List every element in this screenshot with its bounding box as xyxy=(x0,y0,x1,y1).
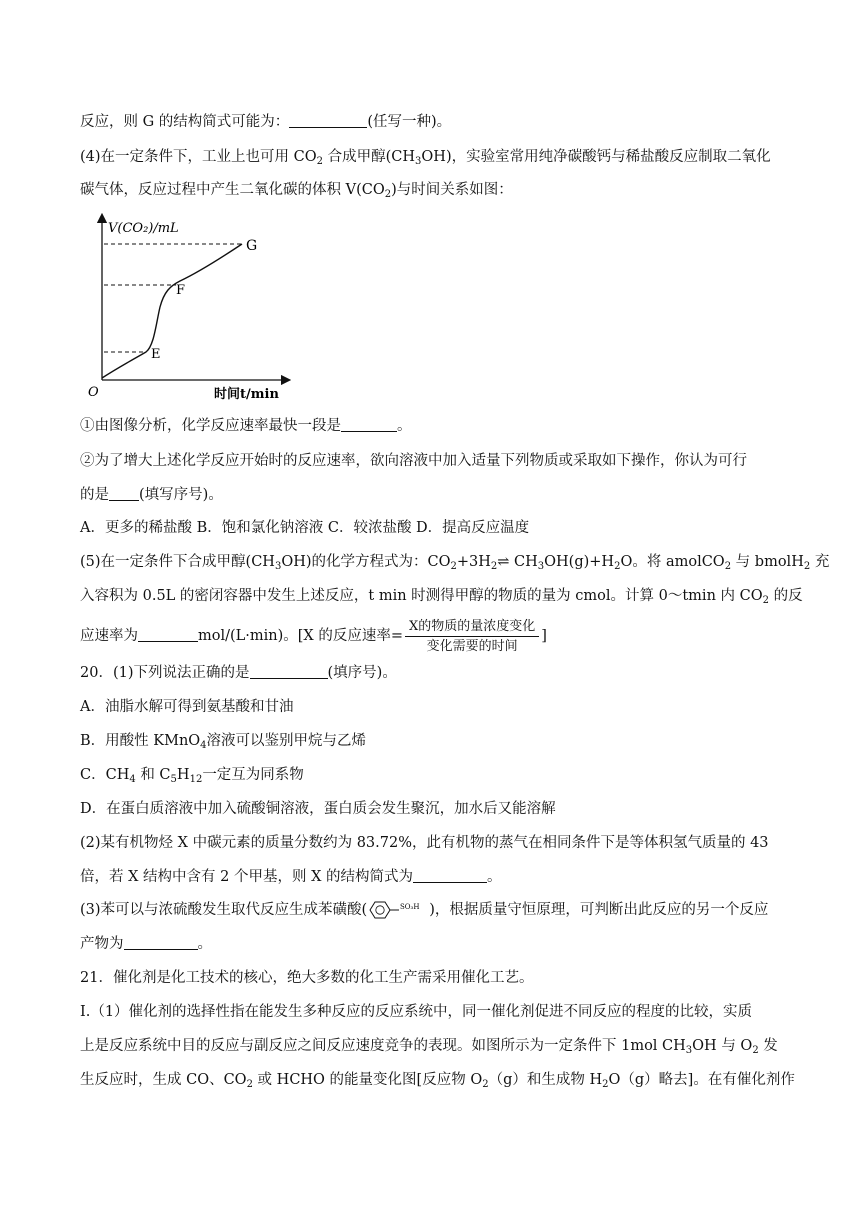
question-4-1: ①由图像分析，化学反应速率最快一段是 。 xyxy=(80,418,412,434)
question-20-2-line-2: 倍，若 X 结构中含有 2 个甲基，则 X 的结构简式为 。 xyxy=(80,869,502,885)
answer-blank-20-1[interactable] xyxy=(250,663,328,679)
so3h-label: SO₃H xyxy=(400,903,420,911)
question-4-line-1: (4)在一定条件下，工业上也可用 $CO_2$ 合成甲醇$(CH_3OH)$，实验室常用纯净碳酸钙与稀盐酸反应制取二氧化 xyxy=(80,149,771,167)
point-e-label: E xyxy=(151,347,161,362)
question-4-2-line-1: ②为了增大上述化学反应开始时的反应速率，欲向溶液中加入适量下列物质或采取如下操作，你认为可行 xyxy=(80,453,747,469)
volume-curve xyxy=(102,244,242,378)
question-20-option-d: D．在蛋白质溶液中加入硫酸铜溶液，蛋白质会发生聚沉，加水后又能溶解 xyxy=(80,801,556,817)
question-20-3-line-1: (3)苯可以与浓硫酸发生取代反应生成苯磺酸( SO₃H )，根据质量守恒原理，可判断出此反应的另一个反应 xyxy=(80,900,780,926)
benzenesulfonic-acid-structure xyxy=(367,900,429,926)
question-21-I-line-2: 上是反应系统中目的反应与副反应之间反应速度竞争的表现。如图所示为一定条件下 1mol $CH_3OH$ 与 $O_2$ 发 xyxy=(80,1038,778,1056)
question-20-3-line-2: 产物为 。 xyxy=(80,936,212,952)
question-20-1: 20．(1)下列说法正确的是 (填序号)。 xyxy=(80,665,397,681)
answer-blank-fastest-segment[interactable] xyxy=(341,416,397,432)
question-20-2-line-1: (2)某有机物烃 X 中碳元素的质量分数约为 83.72%，此有机物的蒸气在相同条件下是等体积氢气质量的 43 xyxy=(80,835,769,851)
question-21: 21．催化剂是化工技术的核心，绝大多数的化工生产需采用催化工艺。 xyxy=(80,970,534,986)
question-21-I-line-3: 生反应时，生成 CO、$CO_2$ 或 HCHO 的能量变化图[反应物 $O_2(g)$和生成物 $H_2O(g)$略去]。在有催化剂作 xyxy=(80,1072,795,1090)
question-5-line-3: 应速率为 mol/(L·min)。[X 的反应速率= $\frac{\text{X的物质的量浓度变化}}{\text{变化需要的时间}}$ ] xyxy=(80,618,547,654)
answer-blank-options[interactable] xyxy=(109,485,139,501)
answer-blank-G[interactable] xyxy=(289,112,367,128)
origin-label: O xyxy=(88,385,99,400)
question-20-option-b: B．用酸性 KMnO$_4$溶液可以鉴别甲烷与乙烯 xyxy=(80,733,367,751)
question-20-option-a: A．油脂水解可得到氨基酸和甘油 xyxy=(80,699,294,715)
question-4-2-line-2: 的是 (填写序号)。 xyxy=(80,487,223,503)
question-20-option-c: C．$CH_4$ 和 $C_5H_{12}$一定互为同系物 xyxy=(80,767,304,785)
question-4-options: A．更多的稀盐酸 B．饱和氯化钠溶液 C．较浓盐酸 D．提高反应温度 xyxy=(80,520,530,536)
point-f-label: F xyxy=(176,283,186,298)
question-21-I-line-1: I.（1）催化剂的选择性指在能发生多种反应的反应系统中，同一催化剂促进不同反应的程度的比较，实质 xyxy=(80,1004,753,1020)
co2-volume-time-graph xyxy=(84,212,294,402)
x-axis-label: 时间t/min xyxy=(214,387,279,402)
question-4-line-2: 碳气体，反应过程中产生二氧化碳的体积 $V(CO_2)$与时间关系如图： xyxy=(80,182,513,200)
rate-fraction: $\frac{\text{X的物质的量浓度变化}}{\text{变化需要的时间}}$ xyxy=(405,618,539,655)
question-5-line-1: (5)在一定条件下合成甲醇$(CH_3OH)$的化学方程式为：$CO_2+3H_2\rightleftharpoons$ $CH_3OH(g)+H_2O$。将 amolCO$_2$ 与 bmolH$_2$ 充 xyxy=(80,554,830,572)
answer-blank-20-3[interactable] xyxy=(124,934,198,950)
line-1: 反应，则 G 的结构简式可能为： (任写一种)。 xyxy=(80,114,452,130)
question-5-line-2: 入容积为 0.5L 的密闭容器中发生上述反应，t min 时测得甲醇的物质的量为 cmol。计算 0～tmin 内 $CO_2$ 的反 xyxy=(80,588,803,606)
point-g-label: G xyxy=(246,238,258,254)
answer-blank-20-2[interactable] xyxy=(413,867,487,883)
answer-blank-rate[interactable] xyxy=(138,626,198,642)
y-axis-label: V(CO₂)/mL xyxy=(108,221,179,236)
